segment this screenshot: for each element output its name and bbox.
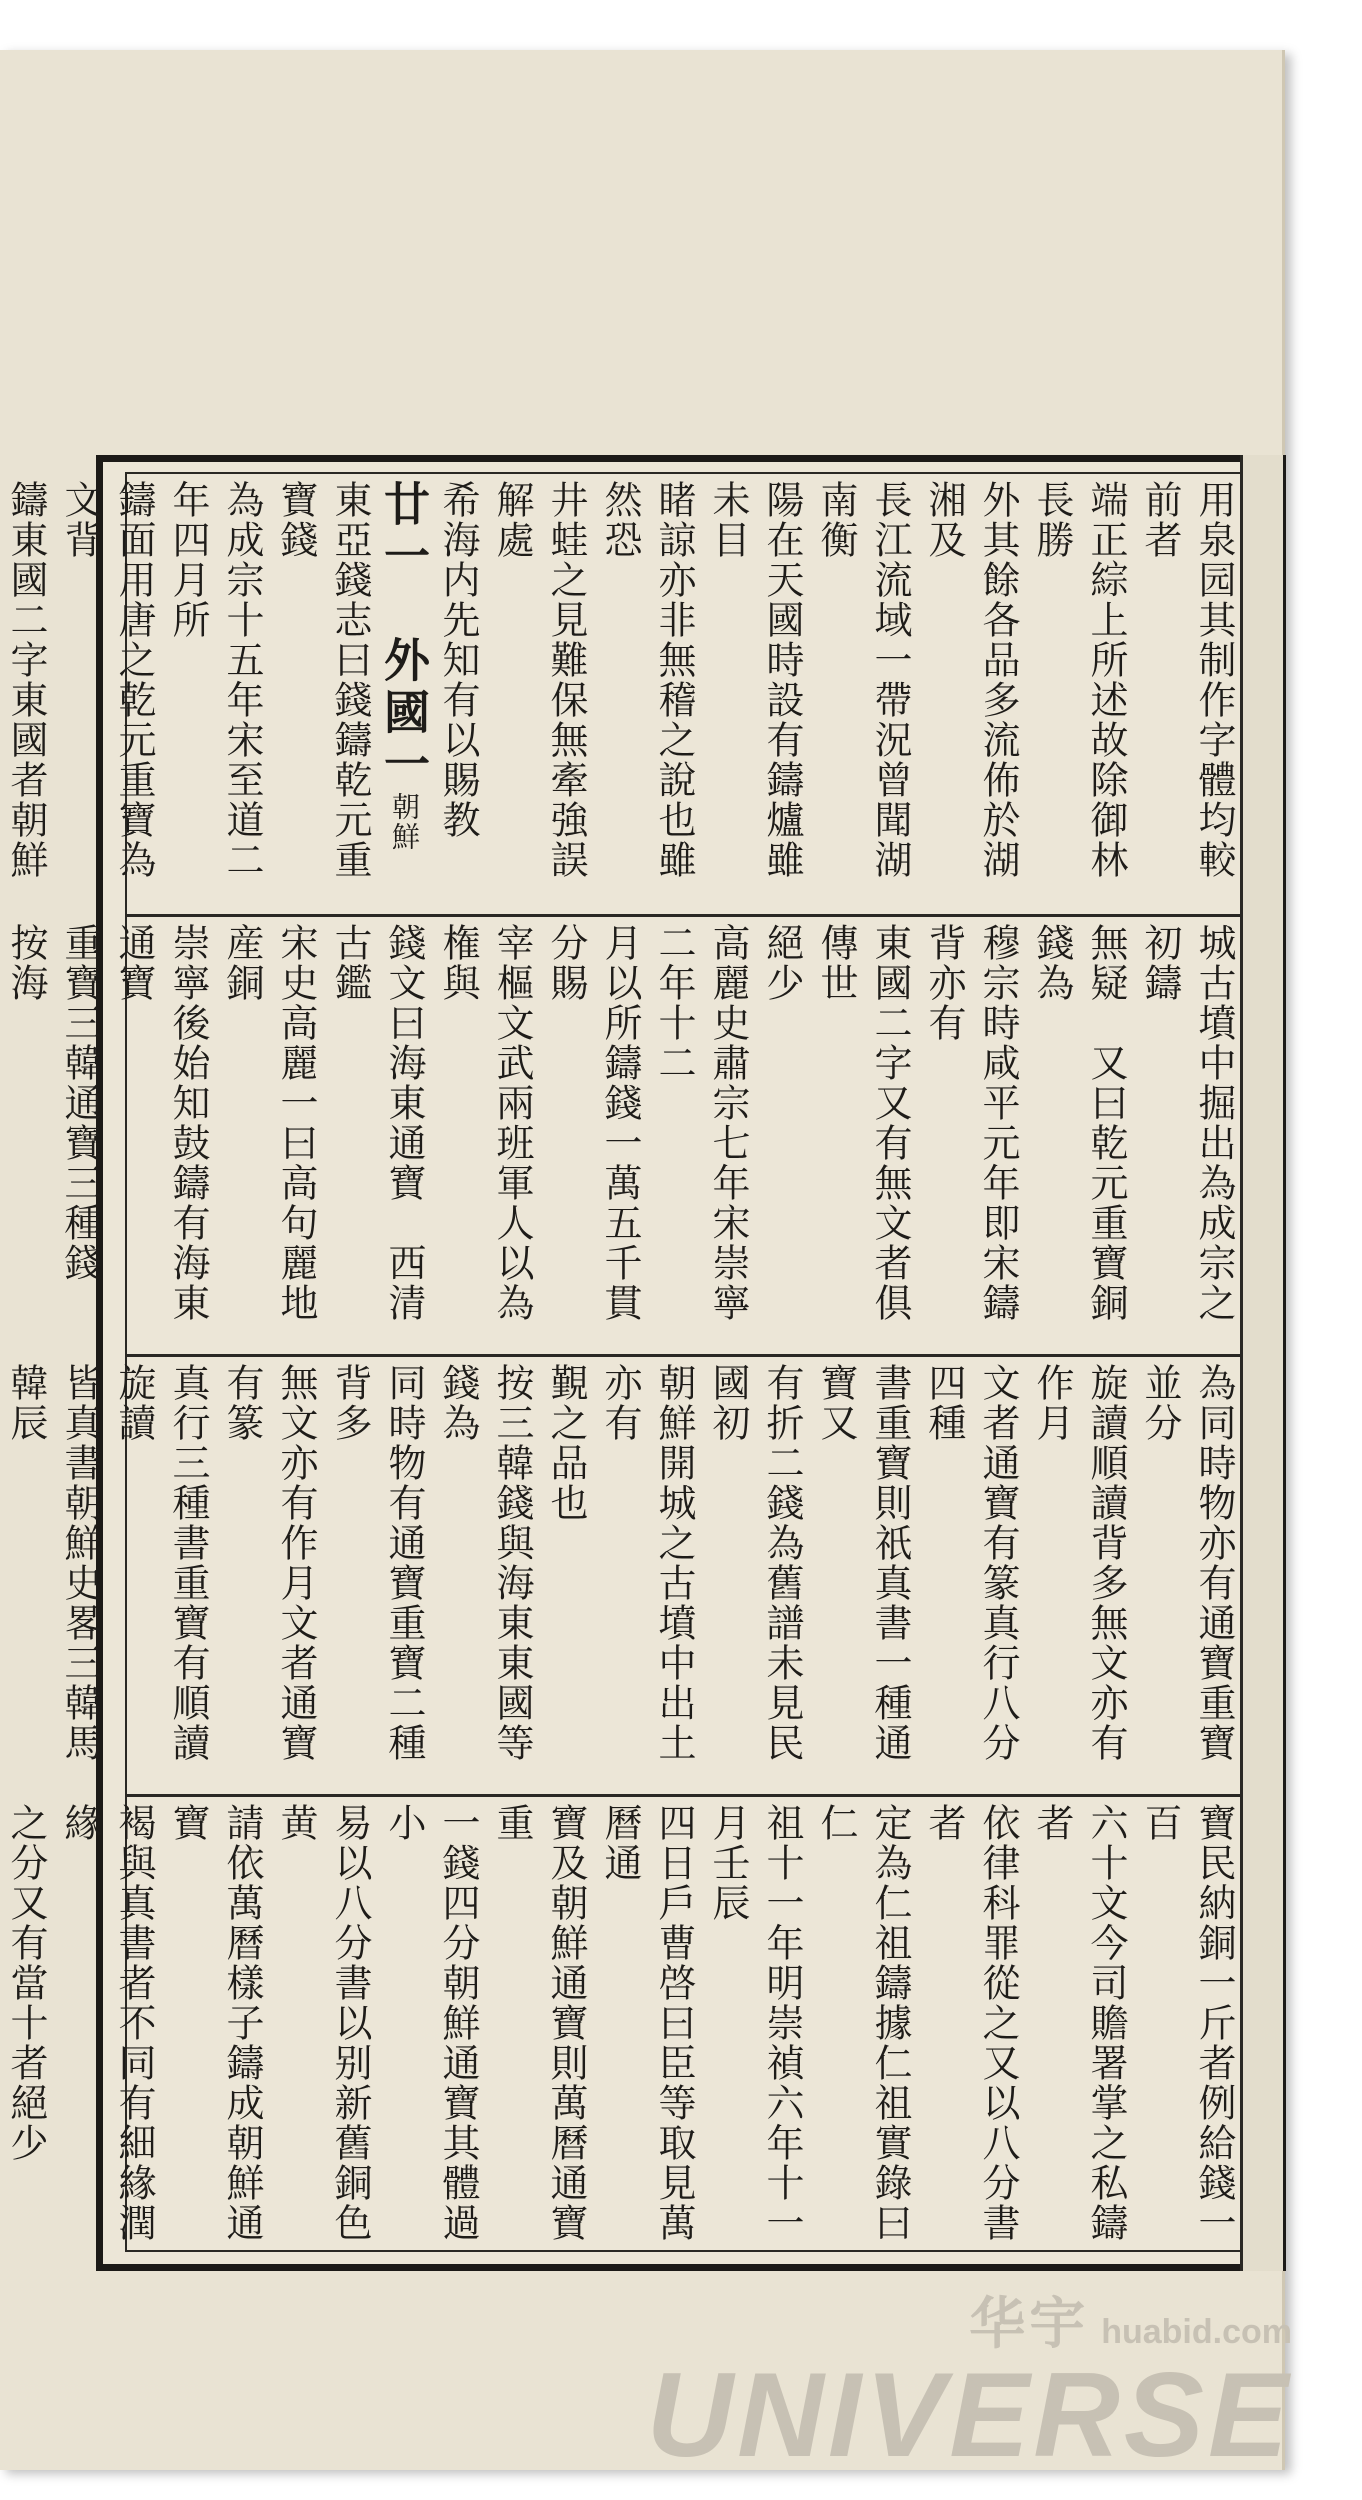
text-band-bottom: [4, 1794, 1249, 2257]
band-top-columns: [4, 480, 1241, 908]
text-band-third: [4, 1354, 1249, 1797]
watermark-chinese: 华宇: [969, 2292, 1090, 2355]
text-frame: [4, 455, 1286, 2271]
korea-coin-text-1: 東亞錢志曰錢鑄乾元重寶錢 為成宗十五年宋至道二年四月所 鑄面用唐之乾元重寶為文背 鑄東國二字東國者朝鮮: [4, 480, 372, 880]
band-third-columns: 為同時物亦有通寶重寶並分 旋讀順讀背多無文亦有作月 文者通寶有篆真行八分四種 書重寶則祇真書一種通寶又 有折二錢為舊譜未見民國初 朝鮮開城之古墳中出土亦有 覲之品也 按三韓錢與海東東國等錢為 同時物有通寶重寶二種背多 無文亦有作月文者通寶有篆 真行三種書重寶有順讀旋讀 皆真書朝鮮史畧三韓馬韓辰: [4, 1363, 1236, 1763]
band-second-columns: 城古墳中掘出為成宗之初鑄 無疑 又曰乾元重寶銅錢為 穆宗時咸平元年即宋鑄背亦有 東國二字又有無文者俱傳世 絕少 高麗史肅宗七年宋崇寧二年十二 月以所鑄錢一萬五千貫分賜 宰樞文武兩班軍人以為権與 錢文曰海東通寶 西清古鑑 宋史高麗一曰高句麗地産銅 崇寧後始知鼓鑄有海東通寶 重寶三韓通寶三種錢 按海: [4, 923, 1236, 1323]
band-bottom-columns: 寶民納銅一斤者例給錢一百 六十文今司贍署掌之私鑄者 依律科罪從之又以八分書者 定為仁祖鑄據仁祖實錄曰仁 祖十一年明崇禎六年十一月壬辰 四日戶曹啓曰臣等取見萬曆通 寶及朝鮮通寶則萬曆通寶重 一錢四分朝鮮通寶其體過小 易以八分書以别新舊銅色黄 請依萬曆樣子鑄成朝鮮通寶 褐與真書者不同有細緣潤緣 之分又有當十者絕少: [4, 1803, 1236, 2243]
intro-text: 用泉园其制作字體均較前者 端正綜上所述故除御林長勝 外其餘各品多流佈於湖湘及 長江流域一帶況曾聞湖南衡 陽在天國時設有鑄爐雖未目 睹諒亦非無稽之說也雖然恐 井蛙之見難保無牽強誤解處 希海内先知有以賜教: [436, 480, 1236, 880]
text-band-second: [4, 914, 1249, 1357]
section-heading: 廿一 外國一: [377, 480, 431, 792]
watermark: [646, 2280, 1292, 2482]
text-band-top: [4, 474, 1249, 914]
text-grid: [4, 472, 1251, 2252]
book-page: [0, 50, 1285, 2470]
watermark-url: huabid.com: [1101, 2313, 1292, 2351]
watermark-brand: UNIVERSE: [646, 2348, 1292, 2482]
page-fold-edge: [1240, 455, 1283, 2271]
section-subheading: 朝鮮: [388, 792, 421, 852]
